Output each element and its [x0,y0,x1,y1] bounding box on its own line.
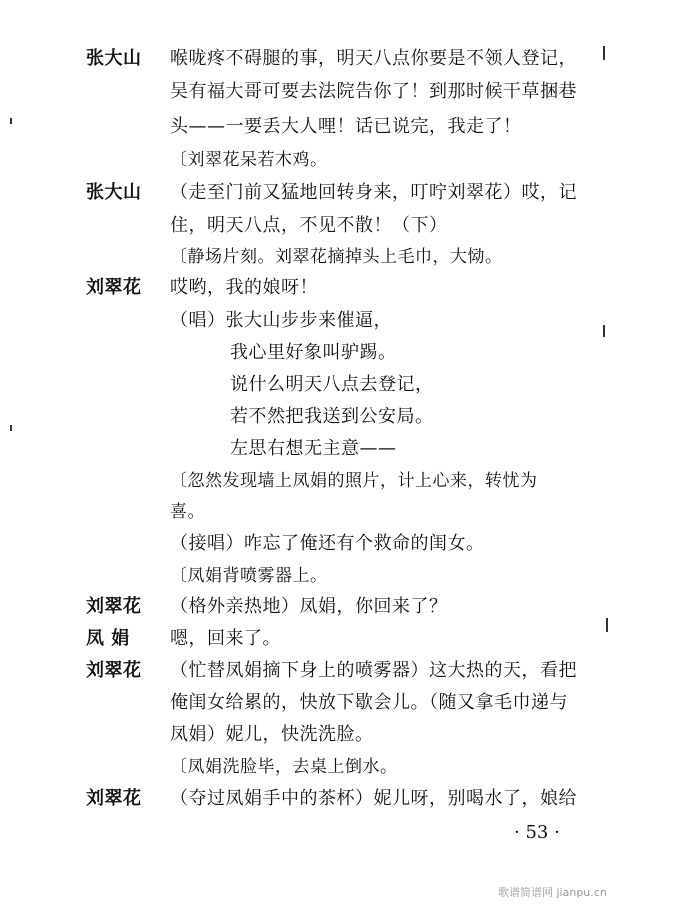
scan-speck [603,46,605,60]
dialogue-line: （忙替凤娟摘下身上的喷雾器）这大热的天，看把 [170,660,577,681]
speaker-label: 凤 娟 [86,628,130,649]
speaker-label: 刘翠花 [86,277,142,298]
stage-direction: 〔凤娟洗脸毕，去桌上倒水。 [170,757,398,777]
song-line: （接唱）咋忘了俺还有个救命的闺女。 [170,533,485,554]
song-line: 我心里好象叫驴踢。 [230,342,397,363]
dialogue-line: （夺过凤娟手中的茶杯）妮儿呀，别喝水了，娘给 [170,788,577,809]
dialogue-line: 吴有福大哥可要去法院告你了！到那时候干草捆巷 [170,81,577,102]
song-line: 若不然把我送到公安局。 [230,406,434,427]
dialogue-line: 嗯，回来了。 [170,628,281,649]
scan-speck [603,325,605,337]
song-line: 说什么明天八点去登记， [230,374,434,395]
scan-speck [606,618,608,632]
song-line: （唱）张大山步步来催逼， [170,310,392,331]
page-number: · 53 · [514,822,560,843]
dialogue-line: 头——一要丢大人哩！话已说完，我走了！ [170,116,522,137]
dialogue-line: （格外亲热地）凤娟，你回来了？ [170,596,448,617]
speaker-label: 刘翠花 [86,596,142,617]
stage-direction: 〔刘翠花呆若木鸡。 [170,150,328,170]
dialogue-line: 住，明天八点，不见不散！（下） [170,215,448,236]
stage-direction: 〔凤娟背喷雾器上。 [170,566,328,586]
speaker-label: 刘翠花 [86,660,142,681]
dialogue-line: 凤娟）妮儿，快洗洗脸。 [170,724,374,745]
stage-direction: 〔静场片刻。刘翠花摘掉头上毛巾，大恸。 [170,247,503,267]
speaker-label: 刘翠花 [86,788,142,809]
watermark: 歌谱简谱网 jianpu.cn [498,886,607,899]
stage-direction: 〔忽然发现墙上凤娟的照片，计上心来，转忧为 [170,471,538,491]
dialogue-line: （走至门前又猛地回转身来，叮咛刘翠花）哎，记 [170,182,577,203]
speaker-label: 张大山 [86,48,142,69]
dialogue-line: 喉咙疼不碍腿的事，明天八点你要是不领人登记， [170,48,577,69]
scan-speck [10,425,12,431]
dialogue-line: 哎哟，我的娘呀！ [170,277,318,298]
stage-direction: 喜。 [170,502,205,522]
speaker-label: 张大山 [86,182,142,203]
song-line: 左思右想无主意—— [230,438,397,459]
scan-speck [10,118,12,124]
dialogue-line: 俺闺女给累的，快放下歇会儿。（随又拿毛巾递与 [170,692,568,713]
